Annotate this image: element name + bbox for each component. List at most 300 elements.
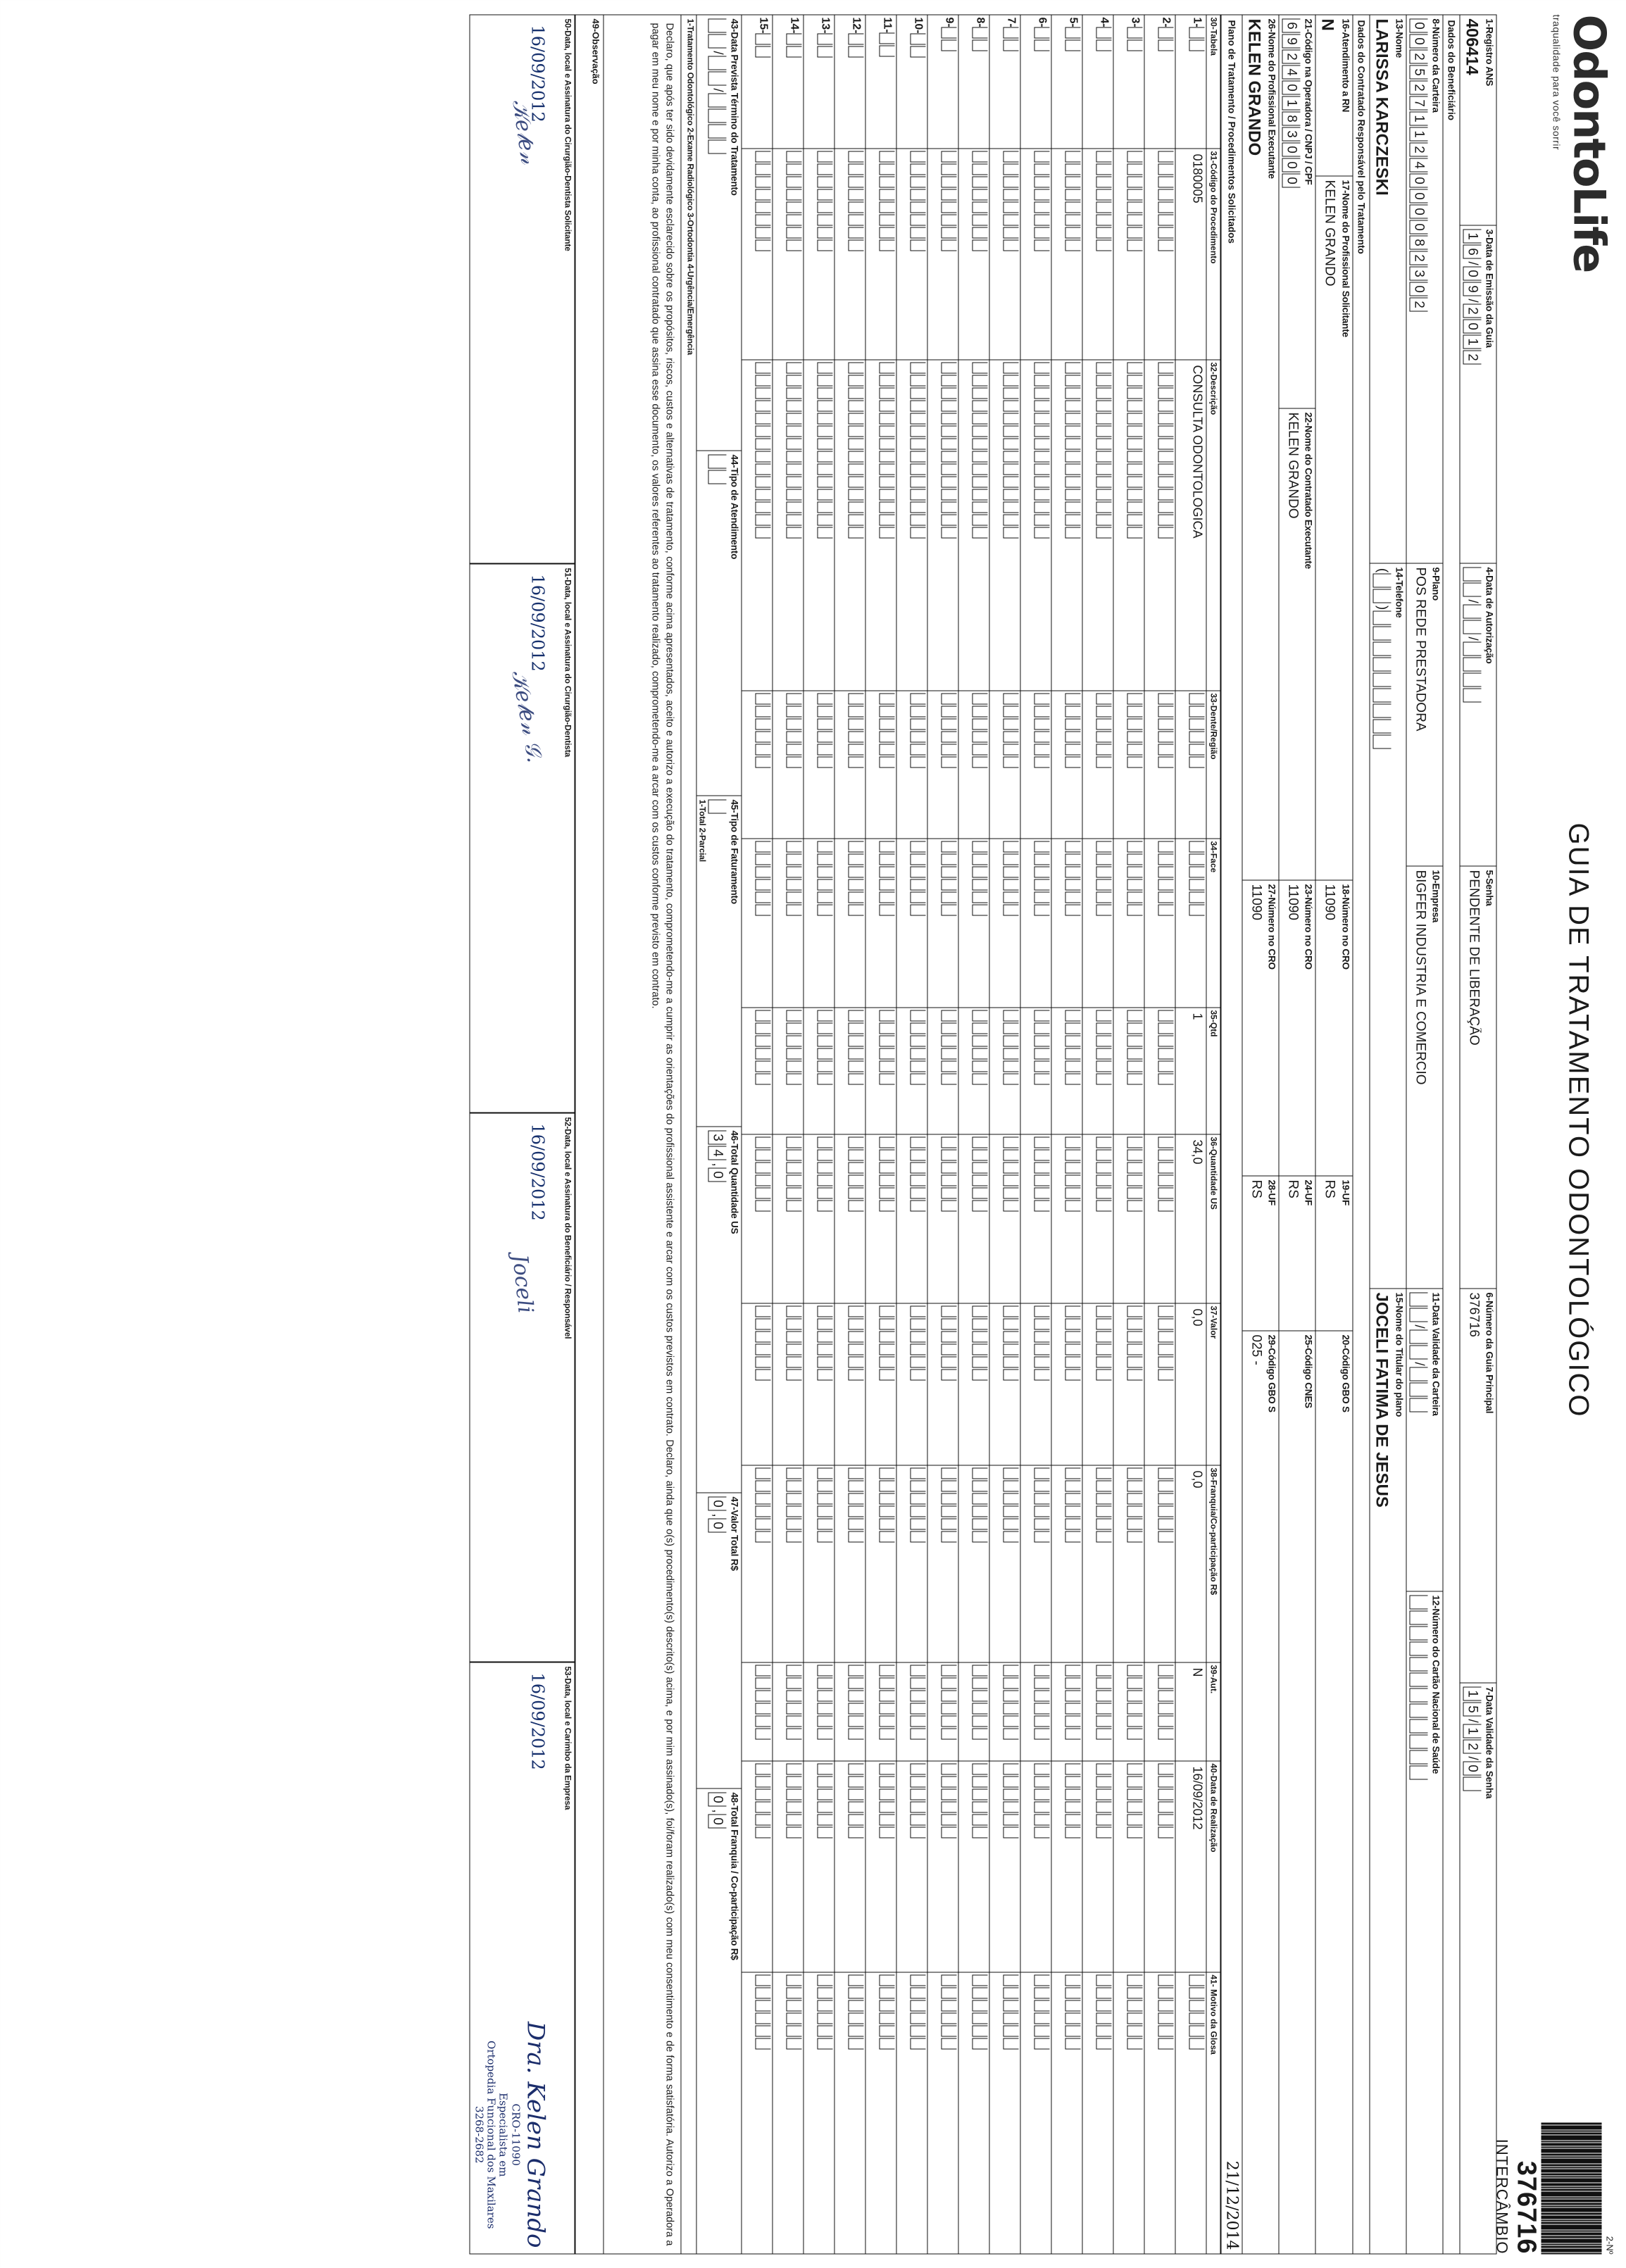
cell-valor[interactable] — [803, 1303, 834, 1465]
cell-codigo[interactable] — [958, 149, 989, 360]
cell-dente[interactable] — [742, 691, 773, 839]
blank-cell — [1003, 1531, 1018, 1542]
cell-aut[interactable] — [834, 1662, 865, 1761]
blank-cell — [848, 1073, 863, 1084]
field-validade-senha[interactable] — [1459, 1683, 1496, 2254]
cell-data-realizacao[interactable] — [989, 1761, 1020, 1972]
field-senha[interactable] — [1459, 866, 1496, 1289]
cell-dente[interactable] — [927, 691, 958, 839]
cell-quantidade-us[interactable] — [989, 1134, 1020, 1303]
barcode — [1541, 1860, 1601, 2254]
cell-valor[interactable] — [865, 1303, 896, 1465]
section-contratado — [1352, 14, 1369, 2254]
cell-data-realizacao[interactable] — [773, 1761, 803, 1972]
cell-codigo[interactable] — [803, 149, 834, 360]
cell-aut[interactable] — [896, 1662, 927, 1761]
cell-qtd[interactable] — [834, 1008, 865, 1134]
field-data-termino[interactable] — [696, 14, 742, 451]
cell-face[interactable] — [1020, 839, 1051, 1008]
cell-aut[interactable] — [1144, 1662, 1175, 1761]
table-row — [989, 15, 1020, 2254]
field-uf-prof-executante[interactable] — [1242, 1176, 1278, 1331]
cell-franquia[interactable] — [865, 1465, 896, 1662]
blank-cell — [1127, 1690, 1142, 1701]
cell-descricao[interactable] — [989, 360, 1020, 691]
field-validade-carteira[interactable] — [1406, 1289, 1442, 1591]
blank-cell — [879, 1318, 894, 1329]
field-data-termino-label: 43-Data Prevista Término do Tratamento — [729, 18, 740, 196]
section-plano-title: Plano de Tratamento / Procedimentos Solicitados — [1225, 20, 1237, 244]
cell-qtd[interactable] — [742, 1008, 773, 1134]
cell-codigo[interactable] — [834, 149, 865, 360]
cell-codigo[interactable] — [1051, 149, 1082, 360]
cell-motivo-glosa[interactable] — [989, 1972, 1020, 2254]
blank-cell — [817, 463, 832, 475]
blank-cell — [848, 375, 863, 386]
cell-qtd[interactable] — [989, 1008, 1020, 1134]
cell-tabela[interactable] — [773, 15, 803, 149]
cell-tabela[interactable] — [958, 15, 989, 149]
cell-franquia[interactable] — [927, 1465, 958, 1662]
cell-data-realizacao[interactable] — [865, 1761, 896, 1972]
blank-cell — [879, 1715, 894, 1727]
cell-tabela[interactable] — [1175, 15, 1206, 149]
cell-face[interactable] — [1082, 839, 1113, 1008]
cell-motivo-glosa[interactable] — [1113, 1972, 1144, 2254]
cell-aut[interactable] — [989, 1662, 1020, 1761]
blank-cell — [1034, 1162, 1049, 1173]
cell-dente[interactable] — [803, 691, 834, 839]
cell-motivo-glosa[interactable] — [803, 1972, 834, 2254]
cell-descricao[interactable] — [742, 360, 773, 691]
field-data-emissao[interactable] — [1459, 225, 1496, 563]
cell-franquia[interactable] — [1051, 1465, 1082, 1662]
cell-valor[interactable] — [834, 1303, 865, 1465]
cell-codigo[interactable] — [1175, 149, 1206, 360]
cell-face[interactable] — [958, 839, 989, 1008]
cell-codigo[interactable] — [927, 149, 958, 360]
cell-descricao[interactable] — [865, 360, 896, 691]
cell-dente[interactable] — [1113, 691, 1144, 839]
cell-data-realizacao[interactable] — [927, 1761, 958, 1972]
field-profissional-executante[interactable] — [1242, 14, 1278, 880]
cell-descricao[interactable] — [1175, 360, 1206, 691]
blank-cell — [910, 706, 925, 717]
cell-data-realizacao[interactable] — [1051, 1761, 1082, 1972]
cell-franquia[interactable] — [896, 1465, 927, 1662]
cell-qtd[interactable] — [927, 1008, 958, 1134]
cell-qtd[interactable] — [1051, 1008, 1082, 1134]
cell-tabela[interactable] — [834, 15, 865, 149]
field-nome-beneficiario[interactable] — [1369, 14, 1406, 563]
cell-valor[interactable] — [989, 1303, 1020, 1465]
signature-dentista[interactable] — [469, 563, 575, 1113]
blank-cell — [879, 853, 894, 865]
signature-beneficiario[interactable] — [469, 1113, 575, 1662]
cell-tabela[interactable] — [927, 15, 958, 149]
blank-cell — [910, 731, 925, 742]
blank-cell — [910, 227, 925, 238]
blank-cell — [1034, 1149, 1049, 1160]
blank-cell — [848, 1788, 863, 1800]
cell-aut[interactable] — [958, 1662, 989, 1761]
cell-face[interactable] — [1113, 839, 1144, 1008]
cell-dente[interactable] — [1051, 691, 1082, 839]
cell-codigo[interactable] — [989, 149, 1020, 360]
cell-qtd[interactable] — [1020, 1008, 1051, 1134]
cell-tabela[interactable] — [865, 15, 896, 149]
blank-cell — [1096, 362, 1111, 373]
field-valor-total[interactable] — [696, 1493, 742, 1788]
cell-face[interactable] — [1051, 839, 1082, 1008]
blank-cell — [1127, 2012, 1142, 2024]
blank-cell — [879, 514, 894, 525]
cell-data-realizacao[interactable] — [1020, 1761, 1051, 1972]
cell-face[interactable] — [896, 839, 927, 1008]
field-total-franquia[interactable] — [696, 1788, 742, 2254]
blank-cell — [786, 1010, 801, 1021]
cell-motivo-glosa[interactable] — [1051, 1972, 1082, 2254]
cell-franquia[interactable] — [958, 1465, 989, 1662]
cell-descricao[interactable] — [1113, 360, 1144, 691]
cell-data-realizacao[interactable] — [1144, 1761, 1175, 1972]
cell-valor[interactable] — [1051, 1303, 1082, 1465]
blank-cell — [1096, 744, 1111, 755]
cell-motivo-glosa[interactable] — [1082, 1972, 1113, 2254]
blank-cell — [1189, 706, 1204, 717]
blank-cell — [972, 706, 987, 717]
cell-face[interactable] — [1144, 839, 1175, 1008]
cell-dente[interactable] — [958, 691, 989, 839]
cell-descricao[interactable] — [927, 360, 958, 691]
cell-data-realizacao[interactable] — [1175, 1761, 1206, 1972]
cell-qtd[interactable] — [896, 1008, 927, 1134]
blank-cell — [1034, 39, 1049, 51]
field-uf-solicitante[interactable] — [1315, 1176, 1351, 1331]
cell-quantidade-us[interactable] — [742, 1134, 773, 1303]
cell-descricao[interactable] — [803, 360, 834, 691]
blank-cell — [910, 1305, 925, 1317]
cell-qtd[interactable] — [1175, 1008, 1206, 1134]
cell-quantidade-us[interactable] — [865, 1134, 896, 1303]
cell-dente[interactable] — [1144, 691, 1175, 839]
cell-descricao[interactable] — [896, 360, 927, 691]
cell-descricao[interactable] — [834, 360, 865, 691]
blank-cell — [786, 866, 801, 877]
blank-cell — [1065, 1356, 1080, 1367]
blank-cell — [910, 1518, 925, 1529]
field-profissional-solicitante[interactable] — [1315, 176, 1351, 880]
cell-valor[interactable] — [773, 1303, 803, 1465]
cell-descricao[interactable] — [1020, 360, 1051, 691]
cell-quantidade-us[interactable] — [1082, 1134, 1113, 1303]
cell-motivo-glosa[interactable] — [1175, 1972, 1206, 2254]
blank-cell — [879, 1174, 894, 1186]
cell-quantidade-us[interactable] — [1051, 1134, 1082, 1303]
blank-cell — [972, 756, 987, 768]
cell-descricao[interactable] — [773, 360, 803, 691]
field-cro-executante[interactable] — [1278, 880, 1315, 1176]
cell-dente[interactable] — [1175, 691, 1206, 839]
cell-valor[interactable] — [1144, 1303, 1175, 1465]
blank-cell — [848, 1505, 863, 1517]
cell-motivo-glosa[interactable] — [958, 1972, 989, 2254]
cell-motivo-glosa[interactable] — [773, 1972, 803, 2254]
cell-face[interactable] — [865, 839, 896, 1008]
field-registro-ans-label: 1-Registro ANS — [1484, 18, 1494, 86]
cell-data-realizacao[interactable] — [834, 1761, 865, 1972]
blank-cell — [1096, 2025, 1111, 2036]
blank-cell — [848, 1343, 863, 1355]
blank-cell — [972, 1763, 987, 1774]
col-qtd-us: 36-Quantidade US — [1206, 1134, 1220, 1303]
cell-quantidade-us[interactable] — [927, 1134, 958, 1303]
cell-tabela[interactable] — [742, 15, 773, 149]
cell-dente[interactable] — [896, 691, 927, 839]
cell-quantidade-us[interactable] — [1020, 1134, 1051, 1303]
cell-dente[interactable] — [834, 691, 865, 839]
blank-cell — [1096, 904, 1111, 915]
cell-valor[interactable] — [958, 1303, 989, 1465]
cell-face[interactable] — [1175, 839, 1206, 1008]
field-uf-executante[interactable] — [1278, 1176, 1315, 1331]
field-tipo-faturamento[interactable] — [696, 796, 742, 1127]
cell-codigo[interactable] — [773, 149, 803, 360]
cell-qtd[interactable] — [1082, 1008, 1113, 1134]
cell-valor[interactable] — [1020, 1303, 1051, 1465]
cell-valor[interactable] — [896, 1303, 927, 1465]
cell-descricao[interactable] — [958, 360, 989, 691]
cell-franquia[interactable] — [834, 1465, 865, 1662]
blank-cell — [972, 451, 987, 462]
cell-aut[interactable] — [1020, 1662, 1051, 1761]
field-contratado-executante[interactable] — [1278, 408, 1315, 880]
blank-cell — [910, 527, 925, 538]
field-numero-carteira[interactable] — [1406, 14, 1442, 563]
cell-quantidade-us[interactable] — [896, 1134, 927, 1303]
cell-tabela[interactable] — [1020, 15, 1051, 149]
field-codigo-operadora[interactable] — [1278, 14, 1315, 408]
cell-aut[interactable] — [1082, 1662, 1113, 1761]
cell-face[interactable] — [989, 839, 1020, 1008]
cell-aut[interactable] — [1051, 1662, 1082, 1761]
cell-franquia[interactable] — [1082, 1465, 1113, 1662]
cell-descricao[interactable] — [1144, 360, 1175, 691]
cell-valor[interactable] — [1113, 1303, 1144, 1465]
field-gbos-solicitante[interactable] — [1315, 1331, 1351, 2254]
blank-cell — [1096, 501, 1111, 513]
cell-face[interactable] — [803, 839, 834, 1008]
cell-franquia[interactable] — [1020, 1465, 1051, 1662]
cell-dente[interactable] — [1082, 691, 1113, 839]
cell-motivo-glosa[interactable] — [834, 1972, 865, 2254]
cell-aut[interactable] — [803, 1662, 834, 1761]
cell-qtd[interactable] — [865, 1008, 896, 1134]
blank-cell — [879, 489, 894, 500]
blank-cell — [1034, 879, 1049, 890]
cell-dente[interactable] — [1020, 691, 1051, 839]
field-cro-solicitante[interactable] — [1315, 880, 1351, 1176]
cell-descricao[interactable] — [1051, 360, 1082, 691]
field-plano[interactable] — [1406, 563, 1442, 866]
blank-cell — [817, 413, 832, 424]
signature-solicitante[interactable] — [469, 14, 575, 563]
cell-tabela[interactable] — [803, 15, 834, 149]
cell-data-realizacao[interactable] — [896, 1761, 927, 1972]
cell-tabela[interactable] — [1082, 15, 1113, 149]
field-empresa[interactable] — [1406, 866, 1442, 1289]
cell-tabela[interactable] — [989, 15, 1020, 149]
cell-data-realizacao[interactable] — [803, 1761, 834, 1972]
cell-quantidade-us[interactable] — [803, 1134, 834, 1303]
cell-motivo-glosa[interactable] — [896, 1972, 927, 2254]
blank-cell — [879, 1703, 894, 1714]
blank-cell — [879, 1010, 894, 1021]
field-cro-prof-executante[interactable] — [1242, 880, 1278, 1176]
cell-valor[interactable] — [1175, 1303, 1206, 1465]
cell-motivo-glosa[interactable] — [1020, 1972, 1051, 2254]
cell-data-realizacao[interactable] — [1113, 1761, 1144, 1972]
stamp-specialty-prefix: Especialista em — [496, 2092, 510, 2176]
cell-quantidade-us[interactable] — [834, 1134, 865, 1303]
cell-dente[interactable] — [773, 691, 803, 839]
cell-aut[interactable] — [1175, 1662, 1206, 1761]
field-telefone[interactable] — [1369, 563, 1406, 1289]
cell-franquia[interactable] — [1175, 1465, 1206, 1662]
signature-dentista-ink: 𝒦𝑒𝓁𝑒𝓃 𝒢. — [506, 668, 546, 765]
blank-cell — [910, 1010, 925, 1021]
blank-cell — [817, 163, 832, 175]
cell-franquia[interactable] — [742, 1465, 773, 1662]
cell-codigo[interactable] — [865, 149, 896, 360]
field-atendimento-rn[interactable] — [1315, 14, 1351, 176]
blank-cell — [1034, 731, 1049, 742]
cell-motivo-glosa[interactable] — [742, 1972, 773, 2254]
cell-qtd[interactable] — [1144, 1008, 1175, 1134]
cell-face[interactable] — [927, 839, 958, 1008]
cell-aut[interactable] — [773, 1662, 803, 1761]
cell-quantidade-us[interactable] — [1175, 1134, 1206, 1303]
cell-qtd[interactable] — [803, 1008, 834, 1134]
blank-cell — [1003, 201, 1018, 213]
cell-dente[interactable] — [989, 691, 1020, 839]
cell-quantidade-us[interactable] — [1144, 1134, 1175, 1303]
blank-cell — [817, 46, 832, 57]
cell-codigo[interactable] — [742, 149, 773, 360]
blank-cell — [879, 1814, 894, 1825]
cell-valor[interactable] — [1082, 1303, 1113, 1465]
blank-cell — [879, 1801, 894, 1812]
cell-data-realizacao[interactable] — [1082, 1761, 1113, 1972]
cell-descricao[interactable] — [1082, 360, 1113, 691]
cell-codigo[interactable] — [1020, 149, 1051, 360]
blank-cell — [786, 1060, 801, 1072]
cell-aut[interactable] — [927, 1662, 958, 1761]
blank-cell — [755, 706, 770, 717]
cell-franquia[interactable] — [773, 1465, 803, 1662]
blank-cell — [910, 1505, 925, 1517]
cell-motivo-glosa[interactable] — [1144, 1972, 1175, 2254]
blank-cell — [1034, 425, 1049, 437]
cell-valor[interactable] — [742, 1303, 773, 1465]
cell-codigo[interactable] — [1082, 149, 1113, 360]
cell-motivo-glosa[interactable] — [865, 1972, 896, 2254]
blank-cell — [1003, 1974, 1018, 1986]
cell-dente[interactable] — [865, 691, 896, 839]
field-guia-principal[interactable] — [1459, 1289, 1496, 1683]
blank-cell — [1034, 176, 1049, 187]
cell-qtd[interactable] — [958, 1008, 989, 1134]
cell-quantidade-us[interactable] — [958, 1134, 989, 1303]
cell-tabela[interactable] — [1051, 15, 1082, 149]
field-tipo-atendimento[interactable] — [696, 451, 742, 796]
cell-codigo[interactable] — [1113, 149, 1144, 360]
field-atendimento-rn-value: N — [1318, 18, 1337, 31]
blank-cell — [817, 400, 832, 411]
cell-aut[interactable] — [1113, 1662, 1144, 1761]
field-total-quantidade-us[interactable] — [696, 1127, 742, 1493]
cell-face[interactable] — [742, 839, 773, 1008]
blank-cell — [1096, 527, 1111, 538]
blank-cell — [755, 1073, 770, 1084]
blank-cell — [1003, 227, 1018, 238]
blank-cell — [879, 463, 894, 475]
field-titular-plano[interactable] — [1369, 1289, 1406, 2254]
cell-qtd[interactable] — [773, 1008, 803, 1134]
blank-cell — [1065, 1174, 1080, 1186]
blank-cell — [1096, 239, 1111, 251]
field-codigo-cnes[interactable] — [1278, 1331, 1315, 2254]
blank-cell — [1189, 27, 1204, 38]
blank-cell — [1096, 1305, 1111, 1317]
blank-cell — [848, 1060, 863, 1072]
cell-franquia[interactable] — [803, 1465, 834, 1662]
cell-data-realizacao[interactable] — [958, 1761, 989, 1972]
blank-cell — [1003, 214, 1018, 225]
cell-franquia[interactable] — [1113, 1465, 1144, 1662]
signature-empresa[interactable] — [469, 1662, 575, 2254]
cell-codigo[interactable] — [896, 149, 927, 360]
cell-tabela[interactable] — [1113, 15, 1144, 149]
stamp-phone: 3268-2682 — [472, 2105, 485, 2163]
cell-face[interactable] — [834, 839, 865, 1008]
cell-tabela[interactable] — [1144, 15, 1175, 149]
field-data-autorizacao[interactable] — [1459, 563, 1496, 866]
cell-aut[interactable] — [865, 1662, 896, 1761]
blank-cell — [1003, 756, 1018, 768]
blank-cell — [786, 46, 801, 57]
cell-franquia[interactable] — [1144, 1465, 1175, 1662]
field-cartao-nacional-saude[interactable] — [1406, 1591, 1442, 2254]
cell-motivo-glosa[interactable] — [927, 1972, 958, 2254]
cell-codigo[interactable] — [1144, 149, 1175, 360]
cell-aut[interactable] — [742, 1662, 773, 1761]
blank-cell — [848, 1987, 863, 1998]
cell-tabela[interactable] — [896, 15, 927, 149]
cell-face[interactable] — [773, 839, 803, 1008]
blank-cell — [879, 1136, 894, 1148]
cell-quantidade-us[interactable] — [773, 1134, 803, 1303]
cell-franquia[interactable] — [989, 1465, 1020, 1662]
cell-valor[interactable] — [927, 1303, 958, 1465]
field-observacao[interactable] — [575, 14, 603, 2254]
cell-quantidade-us[interactable] — [1113, 1134, 1144, 1303]
cell-data-realizacao[interactable] — [742, 1761, 773, 1972]
blank-cell — [1189, 2025, 1204, 2036]
field-gbos-prof-executante[interactable] — [1242, 1331, 1278, 2254]
blank-cell — [972, 163, 987, 175]
cell-qtd[interactable] — [1113, 1008, 1144, 1134]
